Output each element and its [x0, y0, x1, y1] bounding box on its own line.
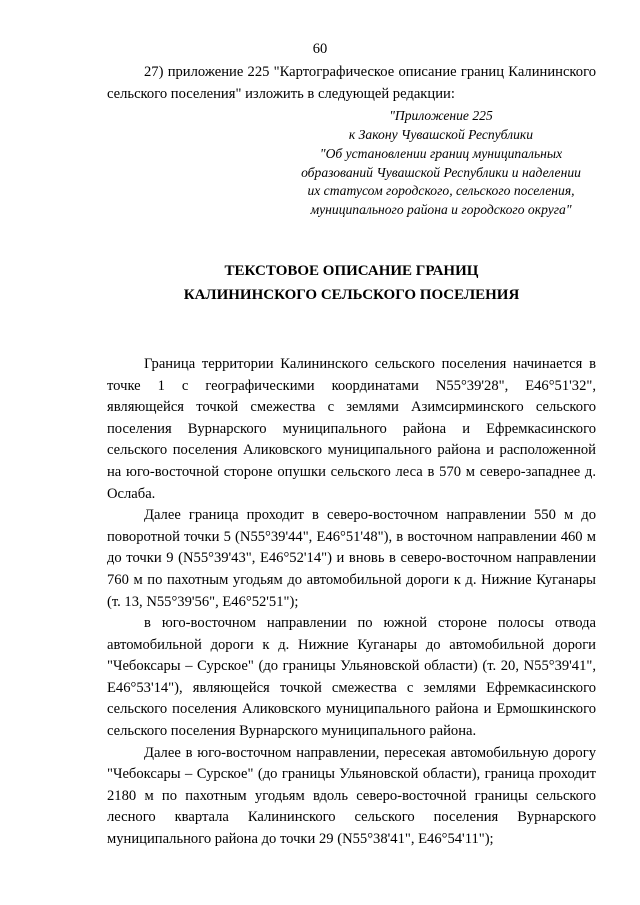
section-title [107, 259, 596, 307]
body-paragraph: Далее граница проходит в северо-восточном направлении 550 м до поворотной точки 5 (N55°39'44", E46°51'48"), в восточном направлении 460 м до точки 9 (N55°39'43", E46°52'14") и вновь в северо-восточном направлении 760 м по пахотным угодьям до автомобильной дороги к д. Нижние Куганары (т. 13, N55°39'56", E46°52'51"); [107, 507, 596, 610]
document-body [107, 62, 596, 851]
title-line: КАЛИНИНСКОГО СЕЛЬСКОГО ПОСЕЛЕНИЯ [183, 286, 520, 303]
appendix-line: "Об установлении границ муниципальных [319, 145, 563, 161]
appendix-line: "Приложение 225 [389, 108, 493, 124]
appendix-line: их статусом городского, сельского поселения, [307, 183, 575, 199]
intro-paragraph: 27) приложение 225 "Картографическое описание границ Калининского сельского поселения" изложить в следующей редакции: [107, 64, 596, 102]
body-paragraph: Граница территории Калининского сельского поселения начинается в точке 1 с географическими координатами N55°39'28", E46°51'32", являющейся точкой смежества с землями Азимсирминского сельского поселения Вурнарского муниципального района и Ефремкасинского сельского поселения Аликовского муниципального района и расположенной на юго-восточной стороне опушки сельского леса в 570 м северо-западнее д. Ослаба. [107, 355, 596, 502]
title-line: ТЕКСТОВОЕ ОПИСАНИЕ ГРАНИЦ [224, 262, 479, 279]
body-paragraph: в юго-восточном направлении по южной стороне полосы отвода автомобильной дороги к д. Нижние Куганары до автомобильной дороги "Чебоксары – Сурское" (до границы Ульяновской области) (т. 20, N55°39'41", E46°53'14"), являющейся точкой смежества с землями Ефремкасинского сельского поселения Аликовского муниципального района и Ермошкинского сельского поселения Вурнарского муниципального района. [107, 615, 596, 740]
appendix-reference [291, 107, 591, 220]
appendix-line: образований Чувашской Республики и наделении [301, 164, 581, 180]
body-paragraph: Далее в юго-восточном направлении, пересекая автомобильную дорогу "Чебоксары – Сурское" (до границы Ульяновской области), граница проходит 2180 м по пахотным угодьям вдоль северо-восточной границы сельского лесного квартала Калининского сельского поселения Вурнарского муниципального района до точки 29 (N55°38'41", E46°54'11"); [107, 744, 596, 848]
page-number: 60 [312, 41, 328, 57]
appendix-line: к Закону Чувашской Республики [348, 126, 534, 142]
appendix-line: муниципального района и городского округа" [310, 202, 572, 218]
description-text [107, 354, 596, 851]
